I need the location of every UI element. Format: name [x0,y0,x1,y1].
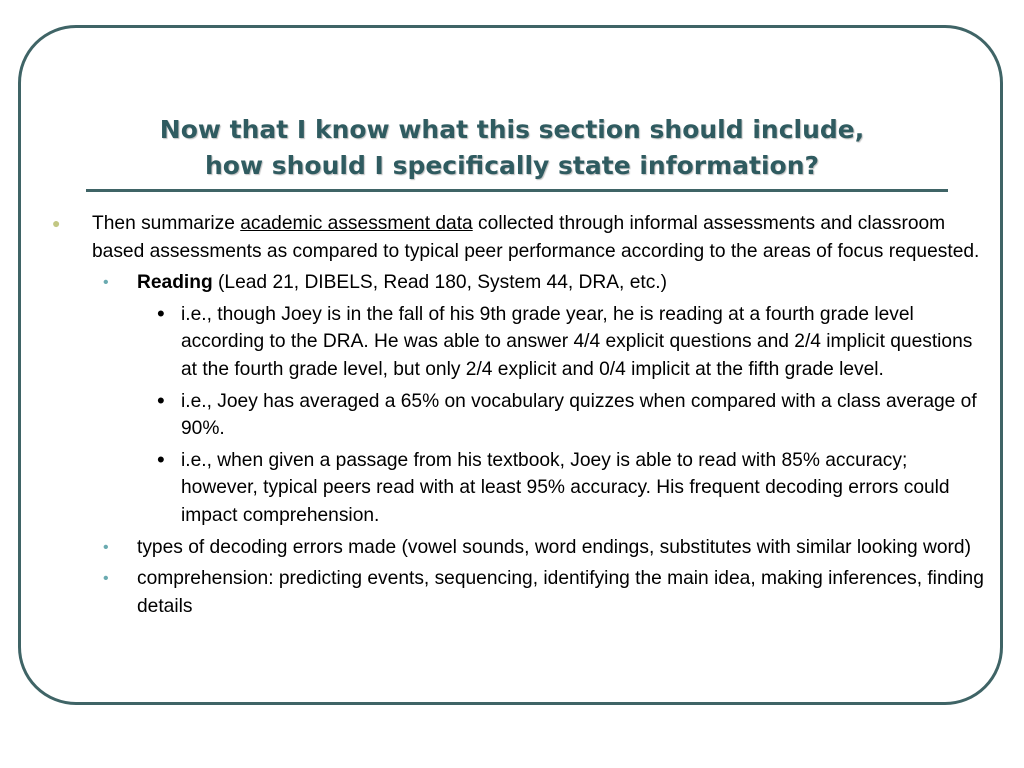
bullet-dot-icon: ● [52,215,61,231]
example-item [50,447,985,530]
summary-text-before: Then summarize [92,213,241,234]
example-item [50,388,985,443]
bullet-summarize [50,210,985,265]
bullet-comprehension [50,565,985,620]
example-item [50,301,985,384]
academic-assessment-link[interactable]: academic assessment data [240,213,473,234]
slide-content [50,210,985,620]
bullet-decoding-errors [50,534,985,562]
bullet-reading [50,269,985,297]
bullet-dot-icon: • [103,538,109,556]
comprehension-text: comprehension: predicting events, sequencing, identifying the main idea, making inferences, finding details [137,568,984,617]
summary-text-after: collected through informal assessments and classroom based assessments as compared to typical peer performance according to the areas of focus requested. [92,213,980,262]
bullet-dot-icon: • [157,300,165,326]
reading-label: Reading [137,272,213,294]
title-divider [86,189,948,192]
bullet-dot-icon: • [103,274,109,292]
bullet-dot-icon: • [157,446,165,472]
example-text: i.e., Joey has averaged a 65% on vocabulary quizzes when compared with a class average of 90%. [181,390,977,440]
slide-title [80,112,944,184]
example-text: i.e., when given a passage from his textbook, Joey is able to read with 85% accuracy; however, typical peers read with at least 95% accuracy. His frequent decoding errors could impact comprehension. [181,449,950,526]
title-line-2: how should I specifically state information? [204,151,820,180]
bullet-dot-icon: • [103,570,109,588]
reading-text: (Lead 21, DIBELS, Read 180, System 44, DRA, etc.) [212,272,668,294]
decoding-errors-text: types of decoding errors made (vowel sounds, word endings, substitutes with similar looking word) [137,536,971,558]
bullet-dot-icon: • [157,387,165,413]
example-text: i.e., though Joey is in the fall of his 9th grade year, he is reading at a fourth grade level according to the DRA. He was able to answer 4/4 explicit questions and 2/4 implicit questions at the fourth grade level, but only 2/4 explicit and 0/4 implicit at the fifth grade level. [181,303,973,380]
title-line-1: Now that I know what this section should include, [159,115,865,144]
